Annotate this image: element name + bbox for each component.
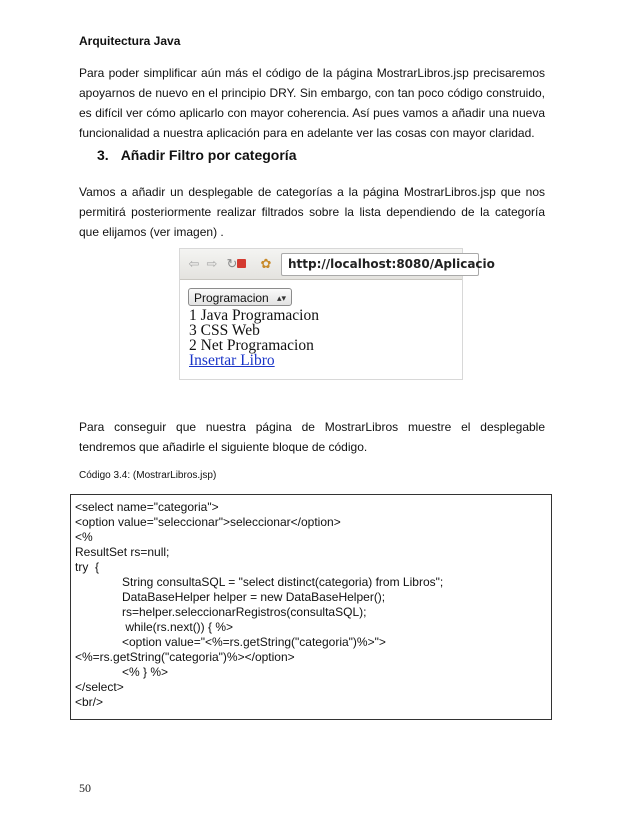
code-block: [70, 494, 552, 720]
code-caption: Código 3.4: (MostrarLibros.jsp): [79, 470, 217, 481]
code-line: String consultaSQL = "select distinct(categoria) from Libros";: [122, 575, 444, 589]
reload-icon: ↻: [226, 256, 238, 271]
code-line: <br/>: [75, 695, 104, 709]
code-line: DataBaseHelper helper = new DataBaseHelper();: [122, 590, 386, 604]
url-bar: http://localhost:8080/Aplicacio: [281, 253, 479, 276]
code-line: try {: [75, 560, 100, 574]
section-heading: [97, 147, 297, 163]
section-number: 3.: [97, 147, 109, 163]
code-line: </select>: [75, 680, 124, 694]
code-line: <option value="<%=rs.getString("categoria")%>">: [122, 635, 386, 649]
category-select: [188, 288, 292, 306]
section-title: Añadir Filtro por categoría: [120, 147, 297, 163]
insert-book-link: Insertar Libro: [189, 352, 275, 369]
book-item: 1 Java Programacion: [189, 307, 319, 324]
browser-toolbar: [180, 249, 495, 280]
forward-arrow-icon: ⇨: [206, 256, 218, 271]
code-line: <% } %>: [122, 665, 169, 679]
browser-screenshot: [179, 248, 495, 380]
code-line: <%=rs.getString("categoria")%></option>: [75, 650, 295, 664]
running-header: Arquitectura Java: [79, 34, 181, 48]
code-intro-paragraph: Para conseguir que nuestra página de MostrarLibros muestre el desplegable tendremos que añadirle el siguiente bloque de código.: [79, 420, 545, 454]
category-select-value: Programacion: [194, 291, 269, 305]
section-paragraph: Vamos a añadir un desplegable de categorías a la página MostrarLibros.jsp que nos permitirá posteriormente realizar filtrados sobre la lista dependiendo de la categoría que elijamos (ver imagen) .: [79, 185, 545, 239]
code-line: <select name="categoria">: [75, 500, 219, 514]
page-number: 50: [79, 781, 91, 795]
code-line: <option value="seleccionar">seleccionar</option>: [75, 515, 341, 529]
book-item: 2 Net Programacion: [189, 337, 314, 354]
home-icon: ✿: [260, 256, 272, 271]
code-line: rs=helper.seleccionarRegistros(consultaSQL);: [122, 605, 367, 619]
code-line: <%: [75, 530, 93, 544]
code-line: ResultSet rs=null;: [75, 545, 170, 559]
stop-icon: [237, 259, 246, 268]
code-line: while(rs.next()) { %>: [122, 620, 234, 634]
back-arrow-icon: ⇦: [188, 256, 200, 271]
select-arrow-icon: ▴▾: [276, 293, 286, 303]
book-item: 3 CSS Web: [189, 322, 260, 339]
intro-paragraph: Para poder simplificar aún más el código de la página MostrarLibros.jsp precisaremos apoyarnos de nuevo en el principio DRY. Sin embargo, con tan poco código construido, es difícil ver cómo aplicarlo con mayor coherencia. Así pues vamos a añadir una nueva funcionalidad a nuestra aplicación para en adelante ver las cosas con mayor claridad.: [79, 66, 545, 140]
